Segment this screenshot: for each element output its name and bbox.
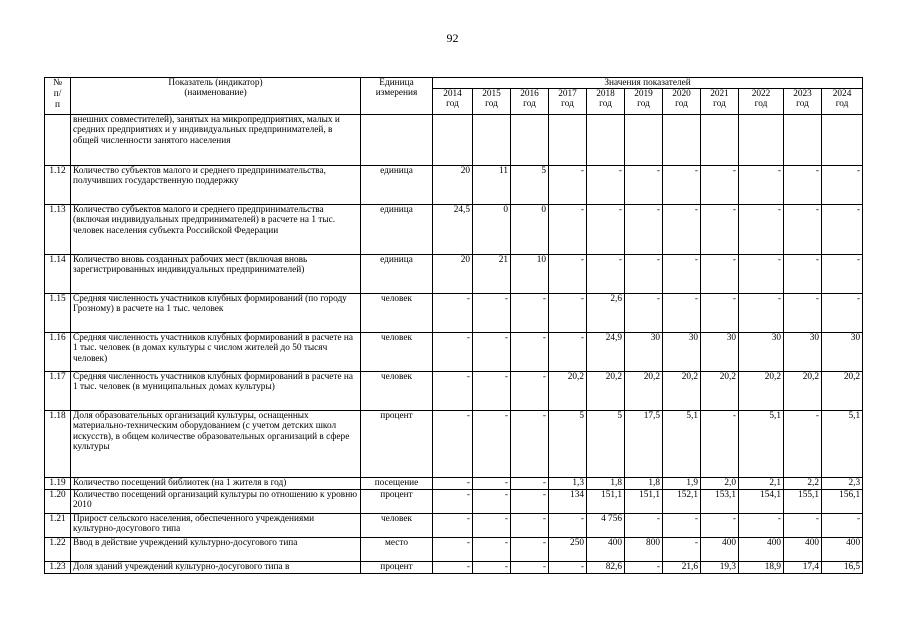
row-indicator: Количество субъектов малого и среднего предпринимательства, получивших государственную поддержку bbox=[71, 166, 361, 205]
header-values-group: Значения показателей bbox=[433, 78, 863, 89]
row-value: - bbox=[784, 205, 822, 255]
row-value: - bbox=[663, 255, 701, 294]
row-value: - bbox=[663, 538, 701, 562]
row-value: 152,1 bbox=[663, 490, 701, 514]
table-row bbox=[45, 562, 863, 574]
row-num: 1.16 bbox=[45, 333, 71, 372]
row-value: 20,2 bbox=[784, 372, 822, 411]
row-indicator: Средняя численность участников клубных формирований в расчете на 1 тыс. человек (в домах культуры с числом жителей до 50 тысяч человек) bbox=[71, 333, 361, 372]
row-value: 30 bbox=[701, 333, 739, 372]
row-value: 5 bbox=[549, 411, 587, 478]
row-value: 18,9 bbox=[739, 562, 784, 574]
row-value: - bbox=[625, 514, 663, 538]
row-unit: посещение bbox=[361, 478, 433, 490]
row-value: - bbox=[784, 166, 822, 205]
table-row bbox=[45, 294, 863, 333]
row-unit: единица bbox=[361, 255, 433, 294]
row-unit: единица bbox=[361, 166, 433, 205]
row-value: - bbox=[433, 333, 473, 372]
row-value: 20,2 bbox=[625, 372, 663, 411]
row-value: - bbox=[739, 255, 784, 294]
row-value: - bbox=[473, 411, 511, 478]
row-value: - bbox=[784, 255, 822, 294]
row-indicator: Количество посещений организаций культуры по отношению к уровню 2010 bbox=[71, 490, 361, 514]
header-year: 2018 год bbox=[587, 89, 625, 115]
row-value: 30 bbox=[739, 333, 784, 372]
row-value: - bbox=[473, 514, 511, 538]
header-year: 2014 год bbox=[433, 89, 473, 115]
table-header bbox=[45, 78, 863, 115]
table-body bbox=[45, 115, 863, 574]
header-year: 2022 год bbox=[739, 89, 784, 115]
row-value: - bbox=[701, 166, 739, 205]
row-value: 1,3 bbox=[549, 478, 587, 490]
row-value: - bbox=[784, 294, 822, 333]
row-value: - bbox=[473, 562, 511, 574]
row-value: - bbox=[625, 255, 663, 294]
row-indicator: Количество вновь созданных рабочих мест (включая вновь зарегистрированных индивидуальных предпринимателей) bbox=[71, 255, 361, 294]
row-value: - bbox=[433, 538, 473, 562]
row-value: - bbox=[549, 205, 587, 255]
row-value: - bbox=[511, 514, 549, 538]
row-value: - bbox=[511, 538, 549, 562]
row-value: 20,2 bbox=[587, 372, 625, 411]
table-row bbox=[45, 205, 863, 255]
row-value: 30 bbox=[625, 333, 663, 372]
row-value: - bbox=[663, 514, 701, 538]
row-value: - bbox=[433, 478, 473, 490]
table-row bbox=[45, 411, 863, 478]
row-value: - bbox=[549, 514, 587, 538]
row-num: 1.15 bbox=[45, 294, 71, 333]
row-value: 800 bbox=[625, 538, 663, 562]
row-value: 2,3 bbox=[822, 478, 863, 490]
table-row bbox=[45, 478, 863, 490]
row-value: - bbox=[473, 478, 511, 490]
row-unit: процент bbox=[361, 490, 433, 514]
row-value: - bbox=[587, 255, 625, 294]
row-unit: человек bbox=[361, 514, 433, 538]
header-year: 2023 год bbox=[784, 89, 822, 115]
row-unit: место bbox=[361, 538, 433, 562]
row-value: - bbox=[511, 411, 549, 478]
row-value: 82,6 bbox=[587, 562, 625, 574]
row-unit: единица bbox=[361, 205, 433, 255]
row-num: 1.18 bbox=[45, 411, 71, 478]
row-value: 1,8 bbox=[625, 478, 663, 490]
row-value: - bbox=[625, 205, 663, 255]
row-value: 20 bbox=[433, 255, 473, 294]
row-value: 24,9 bbox=[587, 333, 625, 372]
row-value: 21 bbox=[473, 255, 511, 294]
table-row bbox=[45, 372, 863, 411]
row-value: 20 bbox=[433, 166, 473, 205]
row-value: - bbox=[822, 166, 863, 205]
row-value: 0 bbox=[473, 205, 511, 255]
row-value: 19,3 bbox=[701, 562, 739, 574]
row-value: 5 bbox=[587, 411, 625, 478]
row-num: 1.12 bbox=[45, 166, 71, 205]
row-unit: процент bbox=[361, 562, 433, 574]
row-value: - bbox=[663, 205, 701, 255]
row-value: - bbox=[473, 333, 511, 372]
row-value: - bbox=[701, 205, 739, 255]
row-value: - bbox=[549, 333, 587, 372]
row-value: - bbox=[784, 411, 822, 478]
table-row bbox=[45, 514, 863, 538]
row-value: 16,5 bbox=[822, 562, 863, 574]
continuation-text: внешних совместителей), занятых на микропредприятиях, малых и средних предприятиях и у индивидуальных предпринимателей, в общей численности занятого населения bbox=[71, 115, 361, 166]
row-value: - bbox=[822, 255, 863, 294]
row-num: 1.21 bbox=[45, 514, 71, 538]
row-value: - bbox=[433, 562, 473, 574]
row-value: - bbox=[587, 166, 625, 205]
row-indicator: Количество субъектов малого и среднего предпринимательства (включая индивидуальных предпринимателей) в расчете на 1 тыс. человек населения субъекта Российской Федерации bbox=[71, 205, 361, 255]
row-value: - bbox=[433, 490, 473, 514]
row-unit: процент bbox=[361, 411, 433, 478]
row-value: - bbox=[663, 166, 701, 205]
header-year: 2020 год bbox=[663, 89, 701, 115]
row-value: - bbox=[473, 538, 511, 562]
row-indicator: Доля зданий учреждений культурно-досугового типа в bbox=[71, 562, 361, 574]
row-value: - bbox=[473, 490, 511, 514]
row-value: - bbox=[625, 294, 663, 333]
row-value: 5 bbox=[511, 166, 549, 205]
row-value: - bbox=[625, 562, 663, 574]
table-row bbox=[45, 538, 863, 562]
row-value: 151,1 bbox=[587, 490, 625, 514]
row-num: 1.19 bbox=[45, 478, 71, 490]
row-value: 5,1 bbox=[663, 411, 701, 478]
table-row bbox=[45, 490, 863, 514]
header-year: 2015 год bbox=[473, 89, 511, 115]
row-num: 1.22 bbox=[45, 538, 71, 562]
row-value: 17,4 bbox=[784, 562, 822, 574]
row-value: - bbox=[511, 372, 549, 411]
header-year: 2017 год bbox=[549, 89, 587, 115]
row-value: - bbox=[663, 294, 701, 333]
row-num: 1.23 bbox=[45, 562, 71, 574]
row-value: 0 bbox=[511, 205, 549, 255]
row-value: - bbox=[739, 166, 784, 205]
indicators-table bbox=[44, 77, 863, 574]
row-value: - bbox=[822, 205, 863, 255]
row-value: 151,1 bbox=[625, 490, 663, 514]
row-value: - bbox=[587, 205, 625, 255]
table-row bbox=[45, 255, 863, 294]
row-unit bbox=[361, 115, 433, 166]
row-value: 2,6 bbox=[587, 294, 625, 333]
row-value: 153,1 bbox=[701, 490, 739, 514]
row-indicator: Доля образовательных организаций культуры, оснащенных материально-техническим оборудованием (с учетом детских школ искусств), в общем количестве образовательных организаций в сфере культуры bbox=[71, 411, 361, 478]
row-value: 17,5 bbox=[625, 411, 663, 478]
row-value: 20,2 bbox=[663, 372, 701, 411]
row-num: 1.20 bbox=[45, 490, 71, 514]
table-row bbox=[45, 115, 863, 166]
header-indicator: Показатель (индикатор) (наименование) bbox=[71, 78, 361, 115]
row-value: - bbox=[511, 490, 549, 514]
row-value: - bbox=[473, 372, 511, 411]
row-value: 2,0 bbox=[701, 478, 739, 490]
row-value: 400 bbox=[822, 538, 863, 562]
row-indicator: Прирост сельского населения, обеспеченного учреждениями культурно-досугового типа bbox=[71, 514, 361, 538]
header-year: 2024 год bbox=[822, 89, 863, 115]
row-indicator: Ввод в действие учреждений культурно-досугового типа bbox=[71, 538, 361, 562]
row-value: - bbox=[433, 294, 473, 333]
row-value: 400 bbox=[701, 538, 739, 562]
row-value: - bbox=[739, 294, 784, 333]
row-value: 20,2 bbox=[549, 372, 587, 411]
row-value: - bbox=[739, 514, 784, 538]
row-value: - bbox=[511, 562, 549, 574]
row-value: - bbox=[625, 166, 663, 205]
row-value: - bbox=[701, 514, 739, 538]
row-unit: человек bbox=[361, 372, 433, 411]
header-unit: Единица измерения bbox=[361, 78, 433, 115]
row-value: 1,8 bbox=[587, 478, 625, 490]
row-value: - bbox=[822, 294, 863, 333]
row-value: 30 bbox=[822, 333, 863, 372]
row-value: 154,1 bbox=[739, 490, 784, 514]
row-value: 10 bbox=[511, 255, 549, 294]
row-num: 1.14 bbox=[45, 255, 71, 294]
row-value: 400 bbox=[739, 538, 784, 562]
row-value: - bbox=[739, 205, 784, 255]
row-value: - bbox=[433, 514, 473, 538]
row-value: - bbox=[511, 294, 549, 333]
row-value: 30 bbox=[663, 333, 701, 372]
row-indicator: Количество посещений библиотек (на 1 жителя в год) bbox=[71, 478, 361, 490]
row-value: 11 bbox=[473, 166, 511, 205]
row-value: 1,9 bbox=[663, 478, 701, 490]
row-num bbox=[45, 115, 71, 166]
row-value: 400 bbox=[587, 538, 625, 562]
row-value: - bbox=[549, 294, 587, 333]
row-value: - bbox=[701, 255, 739, 294]
row-value: 5,1 bbox=[822, 411, 863, 478]
row-unit: человек bbox=[361, 294, 433, 333]
row-value: 21,6 bbox=[663, 562, 701, 574]
row-value: - bbox=[822, 514, 863, 538]
row-value: - bbox=[701, 411, 739, 478]
row-num: 1.17 bbox=[45, 372, 71, 411]
row-value: 5,1 bbox=[739, 411, 784, 478]
row-value: 20,2 bbox=[701, 372, 739, 411]
table-row bbox=[45, 333, 863, 372]
header-num: № п/ п bbox=[45, 78, 71, 115]
row-value: 134 bbox=[549, 490, 587, 514]
row-value: - bbox=[473, 294, 511, 333]
row-value: - bbox=[549, 166, 587, 205]
row-value: 4 756 bbox=[587, 514, 625, 538]
row-value: 156,1 bbox=[822, 490, 863, 514]
row-num: 1.13 bbox=[45, 205, 71, 255]
row-value: - bbox=[511, 478, 549, 490]
row-value: - bbox=[549, 255, 587, 294]
row-value: 20,2 bbox=[739, 372, 784, 411]
row-value: 2,2 bbox=[784, 478, 822, 490]
row-value: 2,1 bbox=[739, 478, 784, 490]
row-value: - bbox=[433, 372, 473, 411]
row-value: - bbox=[511, 333, 549, 372]
table-row bbox=[45, 166, 863, 205]
header-year: 2016 год bbox=[511, 89, 549, 115]
row-value: 20,2 bbox=[822, 372, 863, 411]
row-value: 30 bbox=[784, 333, 822, 372]
row-unit: человек bbox=[361, 333, 433, 372]
row-value: 250 bbox=[549, 538, 587, 562]
row-value: - bbox=[701, 294, 739, 333]
header-year: 2019 год bbox=[625, 89, 663, 115]
row-value: 155,1 bbox=[784, 490, 822, 514]
row-indicator: Средняя численность участников клубных формирований в расчете на 1 тыс. человек (в муниципальных домах культуры) bbox=[71, 372, 361, 411]
row-value: - bbox=[549, 562, 587, 574]
page-number: 92 bbox=[446, 31, 459, 45]
row-value: 400 bbox=[784, 538, 822, 562]
row-value: - bbox=[433, 411, 473, 478]
row-indicator: Средняя численность участников клубных формирований (по городу Грозному) в расчете на 1 тыс. человек bbox=[71, 294, 361, 333]
row-value: 24,5 bbox=[433, 205, 473, 255]
header-year: 2021 год bbox=[701, 89, 739, 115]
row-value: - bbox=[784, 514, 822, 538]
